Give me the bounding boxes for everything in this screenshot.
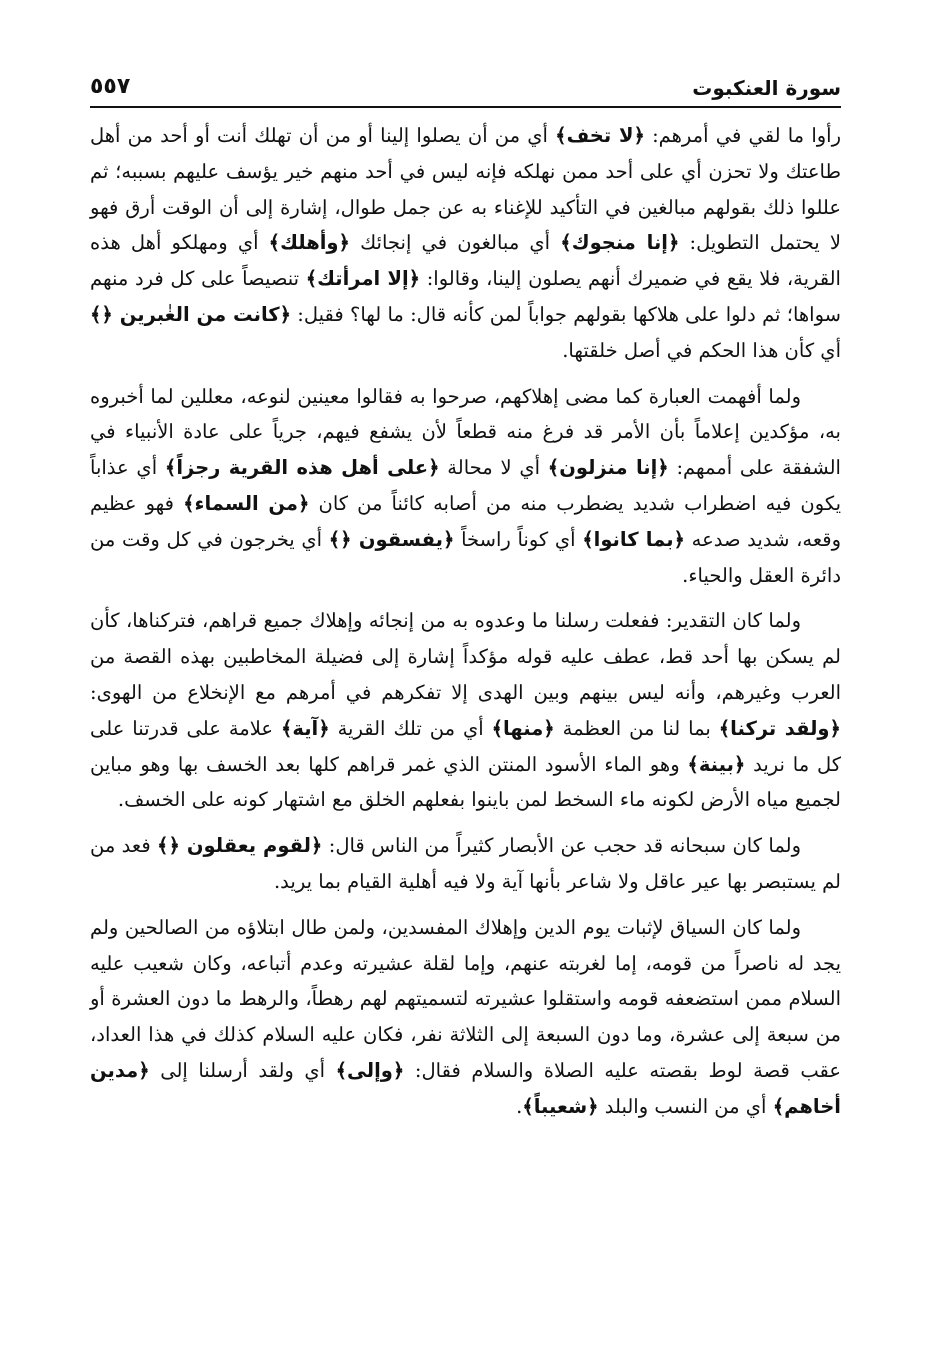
commentary-text: رأوا ما لقي في أمرهم: <box>644 124 841 147</box>
quran-quote: ﴿وإلى﴾ <box>335 1058 405 1082</box>
commentary-text: بما لنا من العظمة <box>554 716 719 740</box>
commentary-text: تنصيصاً على كل فرد منهم سواها؛ ثم دلوا على هلاكها بقولهم جواباً لمن كأنه قال: ما لها؟ فقيل: <box>90 267 841 326</box>
quran-quote: ﴿منها﴾ <box>491 716 555 740</box>
commentary-paragraph <box>90 118 841 369</box>
commentary-paragraph <box>90 379 841 594</box>
commentary-text: أي مبالغون في إنجائك <box>349 231 561 255</box>
commentary-text: أي كأن هذا الحكم في أصل خلقتها. <box>562 338 841 362</box>
quran-quote: ﴿آية﴾ <box>280 716 330 740</box>
commentary-text: وهو الماء الأسود المنتن الذي غمر قراهم كلها بعد الخسف بها وهو مباين لجميع مياه الأرض لكونه ماء السخط لمن باينوا بفعلهم الخلق مع اشتهار كونه على الخسف. <box>90 752 841 812</box>
commentary-text: ولما كان التقدير: ففعلت رسلنا ما وعدوه به من إنجائه وإهلاك جميع قراهم، فتركناها، كأن لم يسكن بها أحد قط، عطف عليه قوله مؤكداً إشارة إلى فضيلة المخاطبين بهذه القصة من العرب وغيرهم، وأنه ليس بينهم وبين الهدى إلا تفكرهم في أمرهم مع الإنخلاع من الهوى: <box>90 609 841 704</box>
commentary-text: أي يخرجون في كل وقت من دائرة العقل والحياء. <box>90 527 841 587</box>
quran-quote: ﴿كانت من الغٰبرين ﴿﴾ <box>90 302 292 326</box>
commentary-text: أي ومهلكو أهل هذه القرية، فلا يقع في ضميرك أنهم يصلون إلينا، وقالوا: <box>90 231 841 291</box>
quran-quote: ﴿مدين أخاهم﴾ <box>90 1058 841 1118</box>
page-number: ٥٥٧ <box>90 74 131 99</box>
commentary-text: فعد من لم يستبصر بها عير عاقل ولا شاعر بأنها آية ولا فيه أهلية القيام بما يريد. <box>90 834 841 893</box>
commentary-paragraph <box>90 828 841 900</box>
commentary-text: أي كوناً راسخاً <box>454 527 583 551</box>
quran-quote: ﴿من السماء﴾ <box>183 491 310 515</box>
quran-quote: ﴿يفسقون ﴿﴾ <box>328 527 455 551</box>
quran-quote: ﴿ولقد تركنا﴾ <box>718 716 841 740</box>
commentary-text: علامة على قدرتنا على كل ما نريد <box>90 716 841 776</box>
quran-quote: ﴿إنا منزلون﴾ <box>547 456 669 480</box>
commentary-text: أي من أن يصلوا إلينا أو من أن تهلك أنت أو أحد من أهل طاعتك ولا تحزن أي على أحد ممن نهلكه فإنه ليس في أحد منهم خير يؤسف عليهم بسببه؛ ثم عللوا ذلك بقولهم مبالغين في التأكيد للإغناء به عن جمل طوال، إشارة إلى أن الوقت أرق فهو لا يحتمل التطويل: <box>90 124 842 255</box>
commentary-text: . <box>516 1094 523 1118</box>
quran-quote: ﴿لقوم يعقلون ﴿﴾ <box>157 834 323 858</box>
quran-quote: ﴿بما كانوا﴾ <box>582 527 685 551</box>
commentary-paragraph <box>90 910 841 1125</box>
surah-title: سورة العنكبوت <box>692 76 841 100</box>
quran-quote: ﴿إنا منجوك﴾ <box>560 231 680 255</box>
page-header <box>90 70 841 108</box>
commentary-text: ولما أفهمت العبارة كما مضى إهلاكهم، صرحوا به فقالوا معينين لنوعه، معللين لما أخبروه به، مؤكدين إعلاماً بأن الأمر قد فرغ منه قطعاً لأن يشفع فيهم، جرياً على عادة الأنبياء في الشفقة على أممهم: <box>90 384 841 480</box>
commentary-text: أي ولقد أرسلنا إلى <box>149 1058 336 1082</box>
commentary-text: فهو عظيم وقعه، شديد صدعه <box>90 491 841 551</box>
commentary-text: أي من تلك القرية <box>329 716 492 740</box>
quran-quote: ﴿على أهل هذه القرية رجزاً﴾ <box>164 456 440 480</box>
quran-quote: ﴿لا تخف﴾ <box>555 124 645 147</box>
commentary-text: ولما كان سبحانه قد حجب عن الأبصار كثيراً من الناس قال: <box>322 834 801 858</box>
quran-quote: ﴿وأهلك﴾ <box>268 231 350 255</box>
quran-quote: ﴿شعيباً﴾ <box>522 1094 599 1118</box>
commentary-body <box>90 118 841 1125</box>
commentary-text: ولما كان السياق لإثبات يوم الدين وإهلاك المفسدين، ولمن طال ابتلاؤه من الصالحين ولم يجد له ناصراً من قومه، إما لغربته عنهم، وإما لقلة عشيرته وعدم أتباعه، وكان شعيب عليه السلام ممن استضعفه قومه واستقلوا عشيرته لتسميتهم لهم رهطاً، والرهط ما دون العشرة أو من سبعة إلى عشرة، وما دون السبعة إلى الثلاثة نفر، فكان عليه السلام كذلك في هذا العداد، عقب قصة لوط بقصته عليه الصلاة والسلام فقال: <box>90 915 841 1082</box>
commentary-text: أي لا محالة <box>439 456 548 480</box>
commentary-paragraph <box>90 603 841 818</box>
commentary-text: أي من النسب والبلد <box>598 1094 773 1118</box>
quran-quote: ﴿بينة﴾ <box>687 752 746 776</box>
quran-quote: ﴿إلا امرأتك﴾ <box>305 267 421 291</box>
commentary-text: أي عذاباً يكون فيه اضطراب شديد يضطرب منه من أصابه كائناً من كان <box>90 456 842 515</box>
